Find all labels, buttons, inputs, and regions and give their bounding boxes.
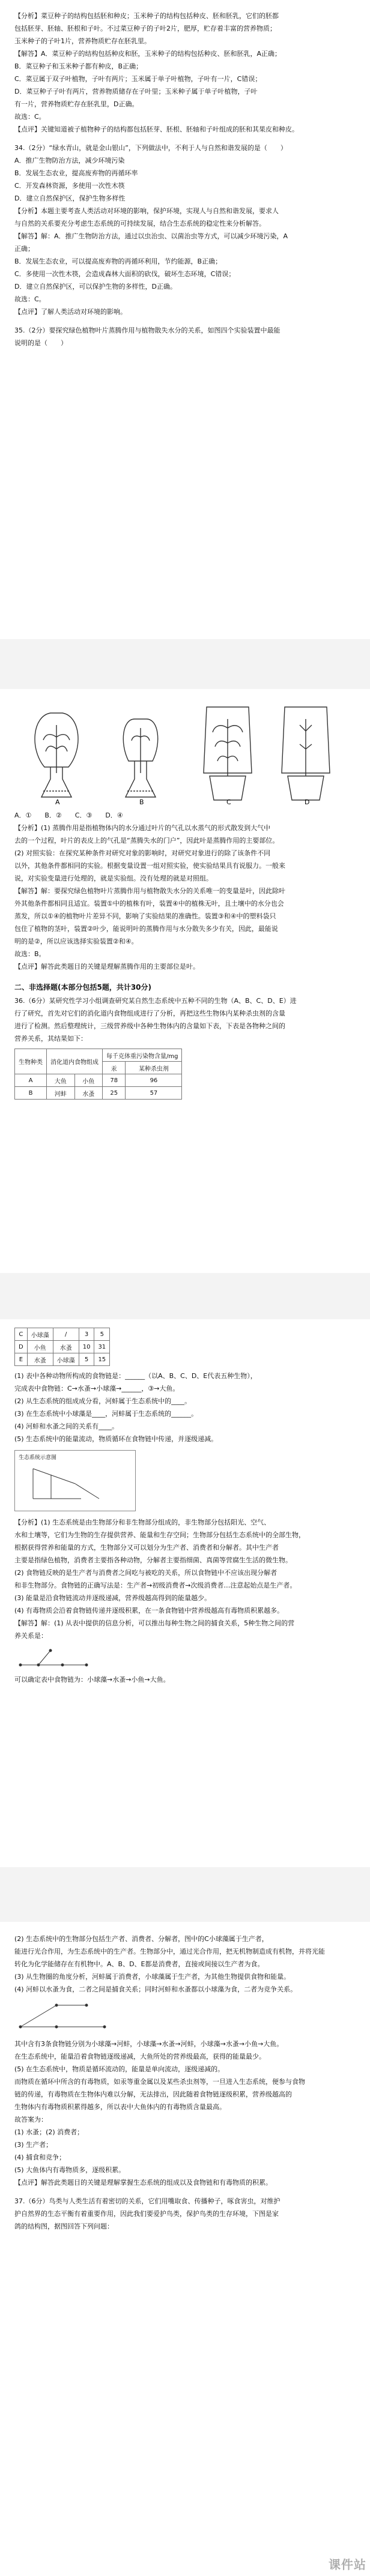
text-line: 有一片，营养物质贮存在胚乳里，D正确。 bbox=[14, 100, 139, 108]
text-line: 鸽的结构图，据图回答下列问题： bbox=[14, 2222, 114, 2230]
table-cell: 河蚌 bbox=[47, 1087, 75, 1100]
text-line: 【分析】本题主要考查人类活动对环境的影响，保护环境，实现人与自然和谐发展，要求人 bbox=[14, 207, 279, 215]
text-line: A．推广生物防治方法，减少环境污染 bbox=[14, 157, 125, 164]
text-line: (5) 大鱼体内有毒物质多，逐级积累。 bbox=[14, 2166, 126, 2174]
text-line: (5) 生态系统中的能量流动，物质循环在食物链中传递，并逐级递减。 bbox=[14, 1435, 218, 1443]
table-cell: 25 bbox=[103, 1087, 126, 1100]
page-separator bbox=[0, 1273, 370, 1319]
document-page-1 bbox=[0, 0, 370, 639]
table-row bbox=[15, 1074, 182, 1087]
question-36-subquestions bbox=[14, 1370, 356, 1445]
table-subheader-pesticide: 某种杀虫剂 bbox=[126, 1062, 182, 1074]
table-cell: 小球藻 bbox=[27, 1328, 53, 1341]
text-line: 【点评】了解人类活动对环境的影响。 bbox=[14, 308, 127, 316]
text-line: 包括胚芽、胚轴、胚根和子叶。不过菜豆种子的子叶2片，肥厚，贮存着丰富的营养物质； bbox=[14, 25, 276, 32]
text-line: 水和土壤等，它们为生物的生存提供营养、能量和生存空间；生物部分包括生态系统中的全部生物， bbox=[14, 1531, 305, 1539]
text-line: 营养关系，其结果如下： bbox=[14, 1035, 87, 1043]
text-line: 与自然的关系要充分考虑生态系统的可持续发展，结合生态系统的稳定性来分析解答。 bbox=[14, 220, 265, 227]
text-line: 37.（6分）鸟类与人类生活有着密切的关系，它们用嘴取食、传播种子，啄食害虫，对维护 bbox=[14, 2197, 281, 2205]
table-cell: 小鱼 bbox=[74, 1074, 103, 1087]
question-37-text bbox=[14, 2038, 356, 2233]
table-cell: 大鱼 bbox=[47, 1074, 75, 1087]
text-line: (2) 对照实验：在探究某种条件对研究对象的影响时，对研究对象进行的除了该条件不同 bbox=[14, 849, 271, 857]
ecosystem-diagram bbox=[14, 1450, 136, 1511]
document-page-4 bbox=[0, 1922, 370, 2576]
diagram-caption: 生态系统示意图 bbox=[19, 1455, 57, 1461]
answer-tail: 可以确定表中食物链为：小球藻→水蚤→小鱼→大鱼。 bbox=[14, 1676, 170, 1684]
text-line: (1) 表中各种动物所构成的食物链是：______（以A、B、C、D、E代表五种生物）， bbox=[14, 1372, 257, 1380]
figure-label-b: B bbox=[139, 798, 144, 806]
text-line: C．菜豆属于双子叶植物，子叶有两片；玉米属于单子叶植物，子叶有一片，C错误； bbox=[14, 75, 262, 83]
text-line: 说明的是（ ） bbox=[14, 339, 67, 347]
text-line: D．建立自然保护区，保护生物多样性 bbox=[14, 194, 126, 202]
text-line: 链的传递，有毒物质在生物体内难以分解，无法排出，因此随着食物链逐级积累，营养级越高的 bbox=[14, 2090, 292, 2098]
table-cell: 57 bbox=[126, 1087, 182, 1100]
question-36-explanation bbox=[14, 1933, 356, 1996]
text-line: 故选：B。 bbox=[14, 950, 46, 958]
text-line: 【解答】A．菜豆种子的结构包括种皮和胚，玉米种子的结构包括种皮、胚和胚乳，A正确； bbox=[14, 50, 282, 58]
text-line: C．多使用一次性木筷，会造成森林大面积的砍伐，破坏生态环境，C错误； bbox=[14, 270, 235, 278]
text-line: 能进行光合作用，为生态系统中的生产者。生物部分中，通过光合作用，把无机物制造成有机物，并将光能 bbox=[14, 1948, 325, 1955]
table-cell: 5 bbox=[79, 1353, 94, 1366]
table-cell: 水蚤 bbox=[53, 1341, 79, 1353]
plant-experiment-figure bbox=[14, 701, 351, 806]
table-cell: 96 bbox=[126, 1074, 182, 1087]
setup-d bbox=[282, 707, 330, 800]
text-line: B．发展生态农业，可以提高废弃物的再循环利用，节约能源，B正确； bbox=[14, 257, 222, 265]
text-line: B．菜豆种子和玉米种子都有种皮，B正确； bbox=[14, 62, 143, 70]
table-cell: 小鱼 bbox=[27, 1341, 53, 1353]
page-separator bbox=[0, 639, 370, 689]
document-page-3 bbox=[0, 1319, 370, 1867]
table-cell: D bbox=[15, 1341, 28, 1353]
text-line: 外其他条件都相同且适宜。装置①中的植株有叶，装置④中的植株无叶，且土壤中的水分也会 bbox=[14, 900, 284, 907]
page-1-text bbox=[14, 10, 356, 349]
text-line: 进行了检测。然后整理统计，三级营养级中各种生物体内的含量如下表，下表是各物种之间的 bbox=[14, 1022, 285, 1030]
text-line: (3) 从生物圈的角度分析，河蚌属于消费者，小球藻属于生产者，为其他生物提供食物和能量。 bbox=[14, 1973, 291, 1981]
table-row bbox=[15, 1341, 110, 1353]
text-line: (3) 能量是沿食物链流动并逐级递减，营养级越高得到的能量越少。 bbox=[14, 1594, 211, 1602]
pollutant-table-part-2 bbox=[14, 1328, 110, 1366]
table-cell: 水蚤 bbox=[74, 1087, 103, 1100]
text-line: 蒸发，所以①④的植物叶片差异不同，影响了实验结果的准确性。装置③和④中的塑料袋只 bbox=[14, 912, 276, 920]
figure-label-d: D bbox=[305, 798, 310, 806]
table-cell: E bbox=[15, 1353, 28, 1366]
text-line: 主要是指绿色植物，消费者主要指各种动物，分解者主要指细菌、真菌等营腐生生活的微生物。 bbox=[14, 1556, 292, 1564]
text-line: 34.（2分）“绿水青山，就是金山银山”，下列做法中，不利于人与自然和谐发展的是（ ） bbox=[14, 144, 287, 152]
page-4-text bbox=[14, 1933, 356, 2233]
table-header-diet: 消化道内食物组成 bbox=[47, 1049, 103, 1074]
table-cell: 水蚤 bbox=[27, 1353, 53, 1366]
table-cell: / bbox=[53, 1328, 79, 1341]
ecosystem-diagram-svg bbox=[15, 1451, 135, 1511]
text-line: 而物质在循环中所含的有毒物质，如汞等重金属以及某些杀虫剂等，一旦进入生态系统，便参与食物 bbox=[14, 2078, 305, 2086]
text-line: (1) 水蚤；(2) 消费者； bbox=[14, 2128, 84, 2136]
table-cell: 15 bbox=[94, 1353, 110, 1366]
text-line: (3) 在生态系统中小球藻是____，河蚌属于生态系统的______。 bbox=[14, 1410, 198, 1418]
text-line: 去的一个过程，叶片的表皮上的气孔是“蒸腾失水的门户”，因此叶是蒸腾作用的主要部位。 bbox=[14, 837, 279, 844]
page-2-text bbox=[14, 809, 356, 1100]
text-line: 包住了植物的茎叶，装置②叶少，能说明叶的蒸腾作用与水分散失多少有关，因此，最能说 bbox=[14, 925, 278, 933]
table-row bbox=[15, 1087, 182, 1100]
text-line: D．建立自然保护区，可以保护生物的多样性，D正确。 bbox=[14, 283, 177, 290]
table-cell: 3 bbox=[79, 1328, 94, 1341]
text-line: 【分析】(1) 生态系统是由生物部分和非生物部分组成的，非生物部分包括阳光、空气、 bbox=[14, 1518, 271, 1526]
table-cell: 10 bbox=[79, 1341, 94, 1353]
table-cell: 5 bbox=[94, 1328, 110, 1341]
text-line: (4) 河蚌以水蚤为食，二者之间是捕食关系；同时河蚌和水蚤都以小球藻为食，二者为竞争关系。 bbox=[14, 1985, 297, 1993]
text-line: 明的是②，所以应该选择实验装置②和④。 bbox=[14, 937, 138, 945]
text-line: 和非生物部分。食物链的正确写法是：生产者→初级消费者→次级消费者…注意起始点是生产者。 bbox=[14, 1581, 297, 1589]
text-line bbox=[14, 136, 356, 142]
text-line: 完成表中食物链：C→水蚤→小球藻→______，③→大鱼。 bbox=[14, 1385, 180, 1392]
text-line: 36.（6分）某研究性学习小组调查研究某自然生态系统中五种不同的生物（A、B、C、D、E）进 bbox=[14, 997, 297, 1005]
food-chain-svg bbox=[14, 1998, 117, 2034]
figure-label-a: A bbox=[55, 798, 60, 806]
section-heading: 二、非选择题(本部分包括5题，共计30分) bbox=[14, 983, 152, 992]
table-cell: 小球藻 bbox=[53, 1353, 79, 1366]
table-header-pollutant: 每千克体重污染物含量/mg bbox=[103, 1049, 182, 1062]
text-line: (4) 有毒物质会沿着食物链传递并逐级积累，在一条食物链中营养级越高有毒物质积累越多。 bbox=[14, 1607, 284, 1615]
page-2-analysis bbox=[14, 822, 356, 973]
text-line: 养关系是： bbox=[14, 1632, 47, 1640]
food-web-svg bbox=[14, 1645, 92, 1671]
text-line: 转化为化学能储存在有机物中。A、B、D、E都是消费者，直接或间接以生产者为食。 bbox=[14, 1960, 264, 1968]
text-line: (4) 捕食和竞争； bbox=[14, 2153, 66, 2161]
text-line: 【点评】关键知道被子植物种子的结构都包括胚芽、胚根、胚轴和子叶组成的胚和其果皮和种皮。 bbox=[14, 125, 299, 133]
text-line: 其中含有3条食物链分别为小球藻→河蚌，小球藻→水蚤→河蚌，小球藻→水蚤→小鱼→大鱼。 bbox=[14, 2040, 284, 2048]
page-separator bbox=[0, 1867, 370, 1922]
text-line: 故选：C。 bbox=[14, 295, 46, 303]
text-line: 故答案为： bbox=[14, 2116, 47, 2123]
text-line: C．开发森林资源，多使用一次性木筷 bbox=[14, 182, 125, 190]
text-line: 【解答】解：(1) 从表中提供的信息分析，可以推出每种生物之间的捕食关系，5种生物之间的营 bbox=[14, 1619, 295, 1627]
document-page-2 bbox=[0, 689, 370, 1273]
text-line: (5) 在生态系统中，物质是循环流动的，能量是单向流动，逐级递减的。 bbox=[14, 2065, 225, 2073]
table-cell: C bbox=[15, 1328, 28, 1341]
text-line bbox=[14, 2189, 356, 2195]
text-line: 正确； bbox=[14, 245, 34, 253]
table-cell: B bbox=[15, 1087, 47, 1100]
text-line: 行了研究，首先对它们的消化道内食物组成进行了分析，再把这些生物体内某种杀虫剂的含量 bbox=[14, 1010, 285, 1017]
text-line: 【点评】解答此类题目的关键是理解掌握生态系统的组成以及食物链和有毒物质的积累。 bbox=[14, 2179, 272, 2186]
text-line: 故选：C。 bbox=[14, 113, 46, 121]
table-cell: A bbox=[15, 1074, 47, 1087]
table-row bbox=[15, 1353, 110, 1366]
text-line bbox=[14, 318, 356, 324]
text-line: 【点评】解答此类题目的关键是理解蒸腾作用的主要部位是叶。 bbox=[14, 963, 199, 971]
text-line: 【分析】菜豆种子的结构包括胚和种皮；玉米种子的结构包括种皮、胚和胚乳，它们的胚都 bbox=[14, 12, 279, 20]
text-line: 【分析】(1) 蒸腾作用是指植物体内的水分通过叶片的气孔以水蒸气的形式散发到大气中 bbox=[14, 824, 271, 832]
pollutant-table-part-1 bbox=[14, 1049, 182, 1100]
text-line: 根据获得营养和能量的方式，生物部分又可以划分为生产者、消费者和分解者。其中生产者 bbox=[14, 1544, 279, 1551]
text-line: 【解答】解：要探究绿色植物叶片蒸腾作用与植物散失水分的关系唯一的变量是叶，因此除叶 bbox=[14, 887, 285, 895]
question-36-answer bbox=[14, 1516, 356, 1642]
figure-label-c: C bbox=[226, 798, 231, 806]
text-line: 【解答】解：A．推广生物防治方法，通过以虫治虫、以菌治虫等方式，可以减少环境污染，A bbox=[14, 232, 288, 240]
plant-experiment-svg bbox=[14, 701, 351, 806]
food-chain-diagram bbox=[14, 1998, 117, 2034]
text-line: 护自然界的生态平衡有着重要作用，因此我们要爱护鸟类，保护鸟类的生存环境，下图是家 bbox=[14, 2210, 279, 2218]
text-line: 以外，其他条件都相同的实验。根据变量设置一组对照实验，使实验结果具有说服力。一般来 bbox=[14, 862, 285, 870]
text-line: 玉米种子的子叶1片，营养物质贮存在胚乳里。 bbox=[14, 37, 151, 45]
text-line: (2) 从生态系统的组成成分看，河蚌属于生态系统中的____。 bbox=[14, 1397, 192, 1405]
table-cell: 78 bbox=[103, 1074, 126, 1087]
text-line: 35.（2分）要探究绿色植物叶片蒸腾作用与植物散失水分的关系，如图四个实验装置中最能 bbox=[14, 327, 281, 334]
setup-b bbox=[123, 719, 157, 797]
table-cell: 31 bbox=[94, 1341, 110, 1353]
setup-c bbox=[204, 707, 252, 800]
food-web-diagram bbox=[14, 1645, 92, 1671]
table-header-species: 生物种类 bbox=[15, 1049, 47, 1074]
text-line: 生物体内有毒物质积累得越多，所以表中大鱼体内的有毒物质含量最高。 bbox=[14, 2103, 226, 2111]
text-line: B．发展生态农业，提高废弃物的再循环率 bbox=[14, 169, 138, 177]
text-line: (4) 河蚌和水蚤之间的关系有____。 bbox=[14, 1422, 119, 1430]
page-3-text bbox=[14, 1328, 356, 1686]
text-line: (2) 生态系统中的生物部分包括生产者、消费者、分解者，图中的C小球藻属于生产者， bbox=[14, 1935, 268, 1943]
table-row bbox=[15, 1328, 110, 1341]
answer-options-line: A．① B．② C．③ D．④ bbox=[14, 811, 123, 819]
text-line: 在生态系统中，能量沿着食物链逐级递减，大鱼所处的营养级最高，获得的能量最少。 bbox=[14, 2053, 265, 2060]
text-line: 说，对实验变量进行处理的，就是实验组。没有处理的就是对照组。 bbox=[14, 874, 213, 882]
setup-a bbox=[35, 713, 78, 797]
watermark-logo: 课件站 bbox=[329, 2557, 366, 2572]
text-line: (2) 食物链反映的是生产者与消费者之间吃与被吃的关系，所以食物链中不应该出现分解者 bbox=[14, 1569, 278, 1577]
text-line: D．菜豆种子子叶有两片，营养物质储存在子叶里；玉米种子属于单子叶植物，子叶 bbox=[14, 88, 258, 95]
text-line: (3) 生产者； bbox=[14, 2141, 53, 2149]
table-subheader-mercury: 汞 bbox=[103, 1062, 126, 1074]
question-36-text bbox=[14, 995, 356, 1045]
